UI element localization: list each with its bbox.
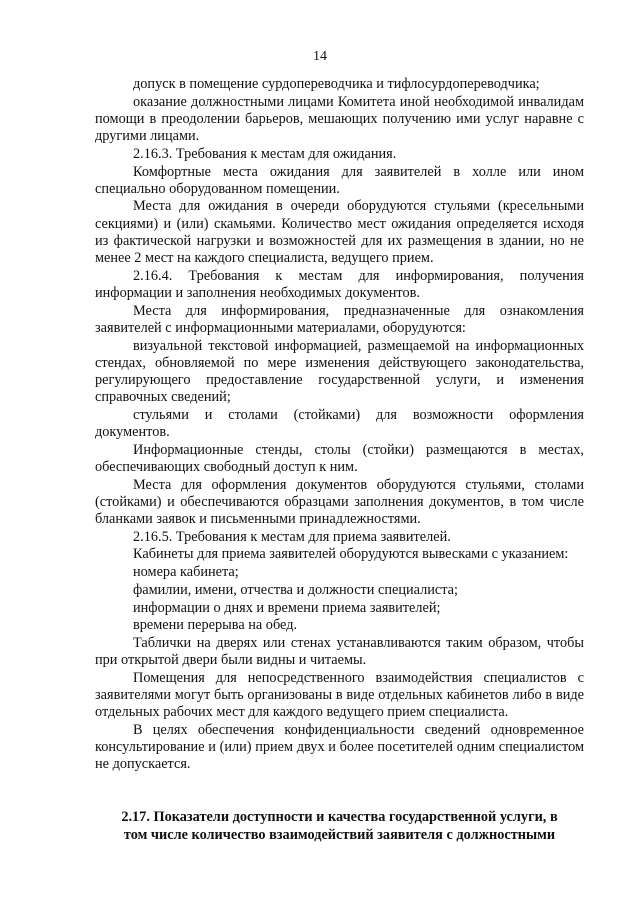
- paragraph-4: Комфортные места ожидания для заявителей в холле или ином специально оборудованном помещении.: [95, 163, 584, 197]
- paragraph-9: стульями и столами (стойками) для возможности оформления документов.: [95, 406, 584, 441]
- section-heading: [95, 808, 584, 844]
- paragraph-18: Таблички на дверях или стенах устанавливаются таким образом, чтобы при открытой двери были видны и читаемы.: [95, 635, 584, 669]
- paragraph-19: Помещения для непосредственного взаимодействия специалистов с заявителями могут быть организованы в виде отдельных кабинетов либо в виде отдельных рабочих мест для каждого ведущего прием специалиста.: [95, 669, 584, 721]
- paragraph-8: визуальной текстовой информацией, размещаемой на информационных стендах, обновляемой по мере изменения действующего законодательства, регулирующего предоставление государственной услуги, и изменения справочных сведений;: [95, 337, 584, 406]
- paragraph-16: информации о днях и времени приема заявителей;: [133, 599, 441, 616]
- paragraph-2: оказание должностными лицами Комитета иной необходимой инвалидам помощи в преодолении барьеров, мешающих получению ими услуг наравне с другими лицами.: [95, 93, 584, 145]
- paragraph-7: Места для информирования, предназначенные для ознакомления заявителей с информационными материалами, оборудуются:: [95, 302, 584, 336]
- paragraph-13: Кабинеты для приема заявителей оборудуются вывесками с указанием:: [133, 546, 569, 563]
- page-number: 14: [313, 49, 327, 64]
- section-heading-line-2: том числе количество взаимодействий заявителя с должностными: [123, 827, 556, 843]
- section-heading-line-1: 2.17. Показатели доступности и качества государственной услуги, в: [121, 809, 558, 825]
- paragraph-12: 2.16.5. Требования к местам для приема заявителей.: [133, 528, 451, 545]
- paragraph-3: 2.16.3. Требования к местам для ожидания.: [133, 145, 397, 162]
- paragraph-10: Информационные стенды, столы (стойки) размещаются в местах, обеспечивающих свободный доступ к ним.: [95, 441, 584, 475]
- paragraph-14: номера кабинета;: [133, 564, 239, 581]
- paragraph-15: фамилии, имени, отчества и должности специалиста;: [133, 581, 458, 598]
- paragraph-11: Места для оформления документов оборудуются стульями, столами (стойками) и обеспечиваются образцами заполнения документов, в том числе бланками заявок и письменными принадлежностями.: [95, 476, 584, 528]
- paragraph-17: времени перерыва на обед.: [133, 617, 298, 634]
- paragraph-1: допуск в помещение сурдопереводчика и тифлосурдопереводчика;: [133, 76, 540, 92]
- document-body: [95, 76, 584, 774]
- paragraph-5: Места для ожидания в очереди оборудуются стульями (кресельными секциями) и (или) скамьями. Количество мест ожидания определяется исходя из фактической нагрузки и возможностей для их размещения в здании, но не менее 2 мест на каждого специалиста, ведущего прием.: [95, 198, 584, 267]
- paragraph-20: В целях обеспечения конфиденциальности сведений одновременное консультирование и (или) прием двух и более посетителей одним специалистом не допускается.: [95, 722, 584, 773]
- paragraph-6: 2.16.4. Требования к местам для информирования, получения информации и заполнения необходимых документов.: [95, 267, 584, 301]
